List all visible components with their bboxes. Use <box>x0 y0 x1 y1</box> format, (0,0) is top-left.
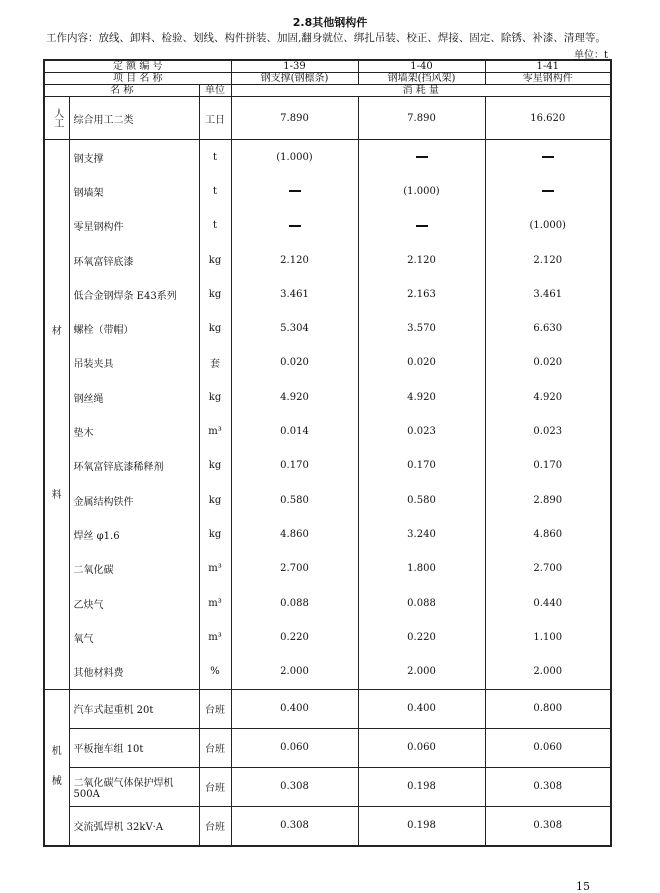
dash-mark <box>289 190 301 192</box>
resource-name: 金属结构铁件 <box>69 483 199 517</box>
consumption-value: 0.020 <box>358 346 485 380</box>
item-name: 钢墙架(挡风架) <box>358 73 485 85</box>
table-row <box>44 449 611 483</box>
consumption-value: 0.060 <box>231 728 358 767</box>
consumption-value <box>358 209 485 243</box>
dash-mark <box>542 190 554 192</box>
category-char: 材 <box>51 326 62 338</box>
consumption-value: 4.860 <box>485 517 611 551</box>
category-char: 机 <box>51 746 62 758</box>
resource-name: 交流弧焊机 32kV·A <box>69 806 199 846</box>
table-row <box>44 243 611 277</box>
consumption-value: 0.580 <box>231 483 358 517</box>
consumption-value: 0.170 <box>358 449 485 483</box>
consumption-value: 0.308 <box>231 806 358 846</box>
quota-code: 1-40 <box>358 60 485 73</box>
resource-unit: m³ <box>199 414 231 448</box>
consumption-value: 0.170 <box>485 449 611 483</box>
consumption-value: 0.023 <box>358 414 485 448</box>
consumption-header: 消 耗 量 <box>231 85 611 97</box>
resource-name: 其他材料费 <box>69 654 199 689</box>
resource-name: 平板拖车组 10t <box>69 728 199 767</box>
resource-name: 吊装夹具 <box>69 346 199 380</box>
category-char: 械 <box>51 776 62 788</box>
consumption-value: 3.461 <box>231 277 358 311</box>
table-row <box>44 586 611 620</box>
consumption-value: 2.120 <box>358 243 485 277</box>
consumption-value: 2.700 <box>485 552 611 586</box>
resource-name: 钢墙架 <box>69 174 199 208</box>
resource-name: 螺栓（带帽） <box>69 311 199 345</box>
consumption-value: 0.060 <box>485 728 611 767</box>
resource-unit: kg <box>199 380 231 414</box>
header-row-codes <box>44 60 611 73</box>
consumption-value: 2.163 <box>358 277 485 311</box>
consumption-value: 0.800 <box>485 689 611 728</box>
resource-name: 环氧富锌底漆 <box>69 243 199 277</box>
consumption-value: 2.000 <box>358 654 485 689</box>
table-row <box>44 140 611 175</box>
resource-unit: 台班 <box>199 728 231 767</box>
resource-name: 环氧富锌底漆稀释剂 <box>69 449 199 483</box>
table-row <box>44 346 611 380</box>
dash-mark <box>289 225 301 227</box>
resource-name: 垫木 <box>69 414 199 448</box>
dash-mark <box>542 156 554 158</box>
consumption-value: 0.023 <box>485 414 611 448</box>
consumption-value: 3.570 <box>358 311 485 345</box>
resource-unit: m³ <box>199 552 231 586</box>
consumption-value: (1.000) <box>358 174 485 208</box>
consumption-value: 0.020 <box>485 346 611 380</box>
item-name: 零星钢构件 <box>485 73 611 85</box>
category-char: 料 <box>51 490 62 502</box>
quota-code: 1-39 <box>231 60 358 73</box>
consumption-value: 0.088 <box>358 586 485 620</box>
dash-mark <box>416 225 428 227</box>
resource-unit: 套 <box>199 346 231 380</box>
consumption-value: 6.630 <box>485 311 611 345</box>
resource-name: 二氧化碳气体保护焊机 500A <box>69 767 199 806</box>
consumption-value: 0.198 <box>358 767 485 806</box>
header-row-items <box>44 73 611 85</box>
resource-unit: kg <box>199 277 231 311</box>
consumption-value: 0.580 <box>358 483 485 517</box>
consumption-value: 0.308 <box>231 767 358 806</box>
table-row <box>44 689 611 728</box>
consumption-value: 4.920 <box>485 380 611 414</box>
table-row <box>44 414 611 448</box>
resource-unit: % <box>199 654 231 689</box>
consumption-value: 16.620 <box>485 97 611 140</box>
table-row <box>44 97 611 140</box>
resource-unit: kg <box>199 311 231 345</box>
consumption-value <box>231 174 358 208</box>
consumption-value: 0.020 <box>231 346 358 380</box>
item-name-label: 项 目 名 称 <box>44 73 231 85</box>
consumption-value: 0.088 <box>231 586 358 620</box>
resource-unit: 台班 <box>199 689 231 728</box>
consumption-value: 4.920 <box>358 380 485 414</box>
resource-unit: 台班 <box>199 806 231 846</box>
consumption-value: 0.220 <box>231 620 358 654</box>
resource-unit: 工日 <box>199 97 231 140</box>
consumption-value: 1.800 <box>358 552 485 586</box>
consumption-value: 0.014 <box>231 414 358 448</box>
consumption-value: 3.461 <box>485 277 611 311</box>
page-title: 2.8其他钢构件 <box>292 16 368 29</box>
page-number: 15 <box>576 880 590 893</box>
consumption-value: (1.000) <box>485 209 611 243</box>
consumption-value <box>358 140 485 175</box>
table-row <box>44 380 611 414</box>
consumption-value <box>485 174 611 208</box>
table-row <box>44 728 611 767</box>
consumption-value: 0.440 <box>485 586 611 620</box>
consumption-value: 0.060 <box>358 728 485 767</box>
resource-name: 汽车式起重机 20t <box>69 689 199 728</box>
consumption-value: 2.000 <box>231 654 358 689</box>
resource-name: 焊丝 φ1.6 <box>69 517 199 551</box>
resource-name: 综合用工二类 <box>69 97 199 140</box>
resource-unit: kg <box>199 517 231 551</box>
work-content: 工作内容：放线、卸料、检验、划线、构件拼装、加固,翻身就位、绑扎吊装、校正、焊接、固定、除锈、补漆、清理等。 <box>46 32 606 44</box>
dash-mark <box>416 156 428 158</box>
resource-name: 钢丝绳 <box>69 380 199 414</box>
table-row <box>44 552 611 586</box>
table-row <box>44 483 611 517</box>
resource-unit: m³ <box>199 620 231 654</box>
resource-name: 零星钢构件 <box>69 209 199 243</box>
resource-unit: kg <box>199 243 231 277</box>
quota-code: 1-41 <box>485 60 611 73</box>
consumption-value: 2.000 <box>485 654 611 689</box>
table-row <box>44 311 611 345</box>
consumption-value: 0.400 <box>231 689 358 728</box>
table-row <box>44 277 611 311</box>
labor-category: 人工 <box>44 97 69 140</box>
consumption-value: 0.170 <box>231 449 358 483</box>
table-row <box>44 806 611 846</box>
machinery-category <box>44 689 69 846</box>
resource-name: 乙炔气 <box>69 586 199 620</box>
quota-table <box>43 59 612 847</box>
header-row-columns <box>44 85 611 97</box>
consumption-value: 3.240 <box>358 517 485 551</box>
unit-note: 单位：t <box>573 50 608 61</box>
consumption-value: 0.308 <box>485 767 611 806</box>
resource-name: 低合金钢焊条 E43系列 <box>69 277 199 311</box>
table-row <box>44 517 611 551</box>
consumption-value: 0.198 <box>358 806 485 846</box>
resource-name: 钢支撑 <box>69 140 199 175</box>
resource-unit: kg <box>199 483 231 517</box>
item-name: 钢支撑(钢檩条) <box>231 73 358 85</box>
consumption-value: 0.400 <box>358 689 485 728</box>
consumption-value: 0.220 <box>358 620 485 654</box>
consumption-value <box>485 140 611 175</box>
materials-category <box>44 140 69 690</box>
resource-unit: t <box>199 174 231 208</box>
consumption-value: 2.120 <box>485 243 611 277</box>
table-row <box>44 654 611 689</box>
table-row <box>44 620 611 654</box>
resource-unit: 台班 <box>199 767 231 806</box>
name-column-header: 名 称 <box>44 85 199 97</box>
table-row <box>44 174 611 208</box>
resource-name: 二氧化碳 <box>69 552 199 586</box>
consumption-value: 2.120 <box>231 243 358 277</box>
quota-code-label: 定 额 编 号 <box>44 60 231 73</box>
consumption-value: 5.304 <box>231 311 358 345</box>
table-row <box>44 209 611 243</box>
resource-unit: kg <box>199 449 231 483</box>
table-row <box>44 767 611 806</box>
consumption-value: 4.860 <box>231 517 358 551</box>
consumption-value: 1.100 <box>485 620 611 654</box>
resource-name: 氧气 <box>69 620 199 654</box>
consumption-value: 7.890 <box>358 97 485 140</box>
consumption-value: (1.000) <box>231 140 358 175</box>
consumption-value: 2.700 <box>231 552 358 586</box>
unit-column-header: 单位 <box>199 85 231 97</box>
consumption-value: 7.890 <box>231 97 358 140</box>
consumption-value: 2.890 <box>485 483 611 517</box>
resource-unit: t <box>199 140 231 175</box>
consumption-value: 0.308 <box>485 806 611 846</box>
resource-unit: m³ <box>199 586 231 620</box>
consumption-value <box>231 209 358 243</box>
resource-unit: t <box>199 209 231 243</box>
consumption-value: 4.920 <box>231 380 358 414</box>
